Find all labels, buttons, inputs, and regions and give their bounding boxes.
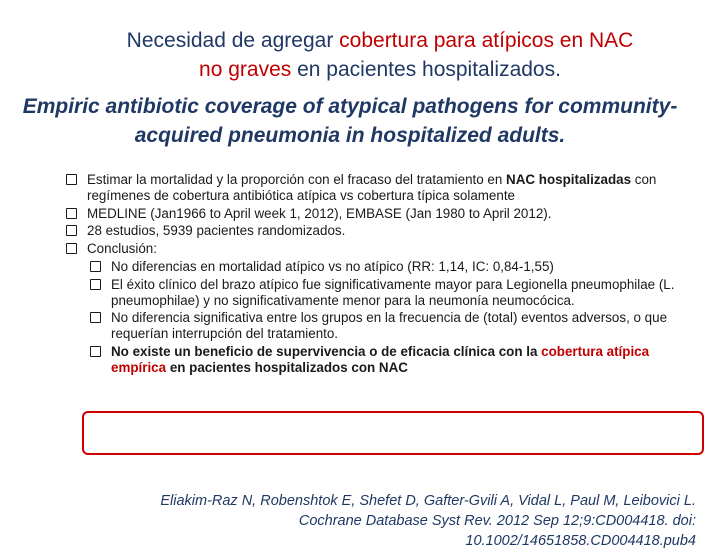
sub-bullet-clinical-success <box>86 277 702 309</box>
bullet-objective-bold: NAC hospitalizadas <box>506 172 632 187</box>
sub-bullet-mortality-text: No diferencias en mortalidad atípico vs no atípico (RR: 1,14, IC: 0,84-1,55) <box>111 258 554 274</box>
bullet-objective <box>62 172 702 204</box>
checkbox-square-icon <box>90 346 101 357</box>
checkbox-square-icon <box>66 225 77 236</box>
citation <box>60 491 696 551</box>
bullet-conclusion <box>62 241 702 257</box>
sub-bullet-adverse-events <box>86 310 702 342</box>
bullet-objective-text: Estimar la mortalidad y la proporción con el fracaso del tratamiento en <box>87 172 507 187</box>
sub-bullet-adverse-events-text: No diferencia significativa entre los grupos en la frecuencia de (total) eventos adversos, o que requerían interrupción del tratamiento. <box>111 310 668 342</box>
bullet-conclusion-text: Conclusión: <box>87 241 157 257</box>
sub-bullet-clinical-success-text: El éxito clínico del brazo atípico fue significativamente mayor para Legionella pneumophilae (L. pneumophilae) y no significativamente menor para la neumonía neumocócica. <box>111 276 675 308</box>
checkbox-square-icon <box>66 243 77 254</box>
bullet-sources-text: MEDLINE (Jan1966 to April week 1, 2012), EMBASE (Jan 1980 to April 2012). <box>87 205 552 221</box>
title-part1: Necesidad de agregar <box>126 29 340 52</box>
sub-bullet-no-benefit-text-2: en pacientes hospitalizados con NAC <box>166 359 408 375</box>
citation-authors: Eliakim-Raz N, Robenshtok E, Shefet D, Gafter-Gvili A, Vidal L, Paul M, Leibovici L. <box>160 493 696 509</box>
slide-subtitle: Empiric antibiotic coverage of atypical pathogens for community-acquired pneumonia in hospitalized adults. <box>22 95 678 147</box>
checkbox-square-icon <box>90 312 101 323</box>
bullet-studies <box>62 223 702 239</box>
bullet-sources <box>62 206 702 222</box>
citation-doi: 10.1002/14651858.CD004418.pub4 <box>465 533 696 549</box>
checkbox-square-icon <box>90 261 101 272</box>
sub-bullet-no-benefit <box>86 344 702 376</box>
sub-bullet-no-benefit-text: No existe un beneficio de supervivencia o de eficacia clínica con la <box>111 343 542 359</box>
citation-journal: Cochrane Database Syst Rev. 2012 Sep 12;9:CD004418. doi: <box>298 513 696 529</box>
slide-title <box>40 26 720 84</box>
bullet-studies-text: 28 estudios, 5939 pacientes randomizados. <box>87 223 346 239</box>
bullet-objective-text-2: con regímenes de cobertura antibiótica atípica vs cobertura típica solamente <box>87 172 657 203</box>
checkbox-square-icon <box>90 279 101 290</box>
conclusion-highlight-frame <box>82 411 704 455</box>
checkbox-square-icon <box>66 174 77 185</box>
title-highlight-2: no graves <box>199 58 292 81</box>
bullet-list <box>62 172 702 376</box>
sub-bullet-mortality <box>86 259 702 275</box>
sub-bullet-no-benefit-highlight: cobertura atípica empírica <box>111 343 650 375</box>
checkbox-square-icon <box>66 208 77 219</box>
title-part4: en pacientes hospitalizados. <box>291 58 561 81</box>
title-highlight: cobertura para atípicos en NAC <box>339 29 634 52</box>
